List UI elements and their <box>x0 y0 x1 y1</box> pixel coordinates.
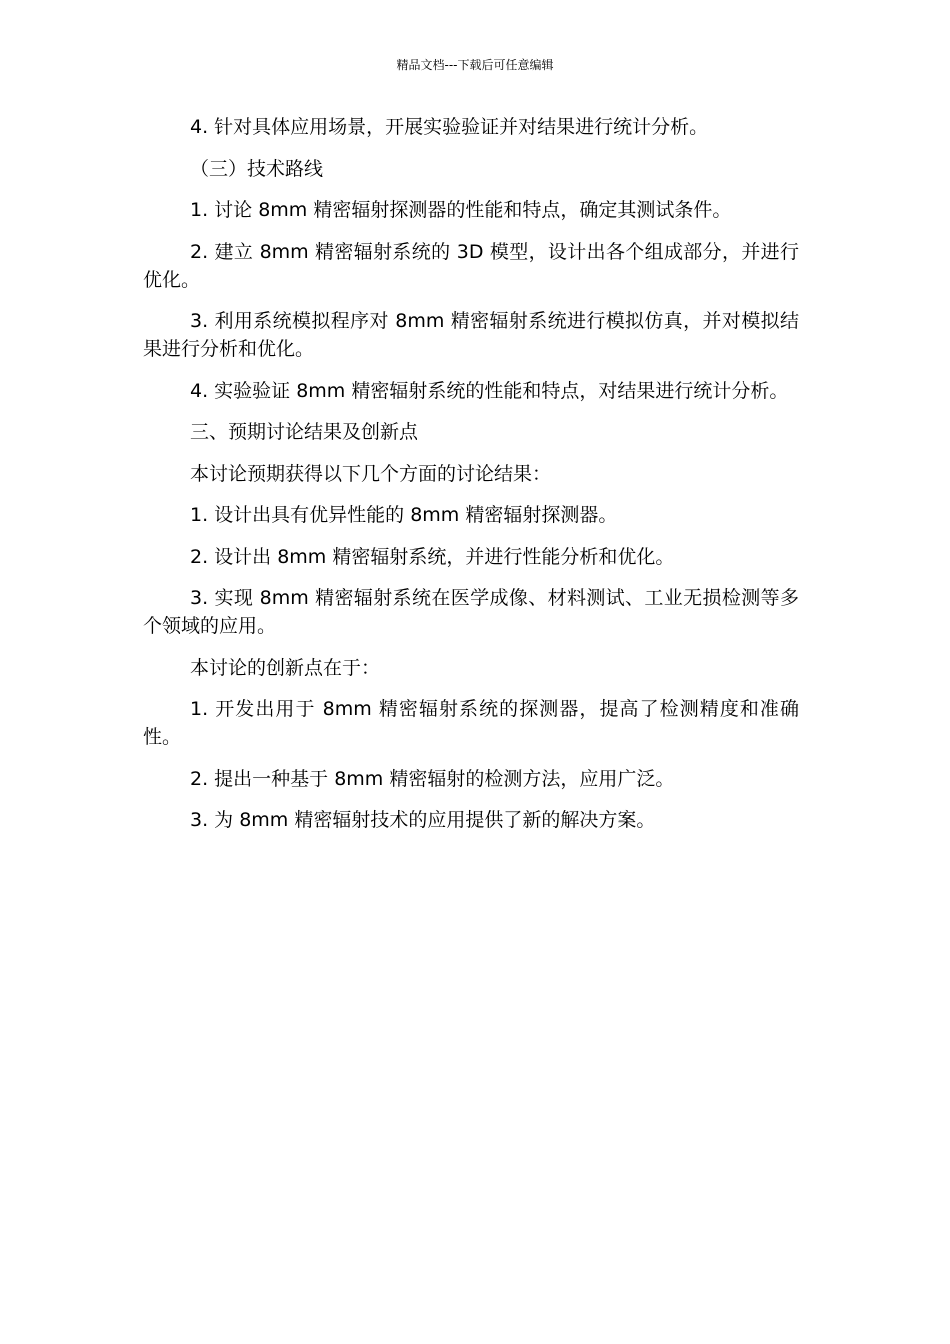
paragraph-route-item-1: 1. 讨论 8mm 精密辐射探测器的性能和特点，确定其测试条件。 <box>190 199 732 221</box>
document-body <box>143 113 799 848</box>
paragraph-route-item-4: 4. 实验验证 8mm 精密辐射系统的性能和特点，对结果进行统计分析。 <box>190 379 789 402</box>
paragraph-route-item-3: 3. 利用系统模拟程序对 8mm 精密辐射系统进行模拟仿真，并对模拟结果进行分析和优化。 <box>143 310 799 360</box>
section-heading-expected-results: 三、预期讨论结果及创新点 <box>190 421 419 443</box>
paragraph-route-item-2: 2. 建立 8mm 精密辐射系统的 3D 模型，设计出各个组成部分，并进行优化。 <box>143 240 799 291</box>
paragraph-innovation-item-3: 3. 为 8mm 精密辐射技术的应用提供了新的解决方案。 <box>190 809 656 831</box>
paragraph-results-intro: 本讨论预期获得以下几个方面的讨论结果： <box>190 462 552 485</box>
paragraph-innovation-item-2: 2. 提出一种基于 8mm 精密辐射的检测方法，应用广泛。 <box>190 767 675 790</box>
paragraph-innovation-intro: 本讨论的创新点在于： <box>190 656 381 679</box>
paragraph-innovation-item-1: 1. 开发出用于 8mm 精密辐射系统的探测器，提高了检测精度和准确性。 <box>143 698 799 748</box>
paragraph-result-item-1: 1. 设计出具有优异性能的 8mm 精密辐射探测器。 <box>190 504 618 526</box>
paragraph-result-item-2: 2. 设计出 8mm 精密辐射系统，并进行性能分析和优化。 <box>190 545 675 568</box>
paragraph-research-item-4: 4. 针对具体应用场景，开展实验验证并对结果进行统计分析。 <box>190 116 709 138</box>
page-header: 精品文档---下载后可任意编辑 <box>396 58 554 72</box>
section-heading-technical-route: （三）技术路线 <box>190 157 324 180</box>
paragraph-result-item-3: 3. 实现 8mm 精密辐射系统在医学成像、材料测试、工业无损检测等多个领域的应用。 <box>143 587 799 637</box>
